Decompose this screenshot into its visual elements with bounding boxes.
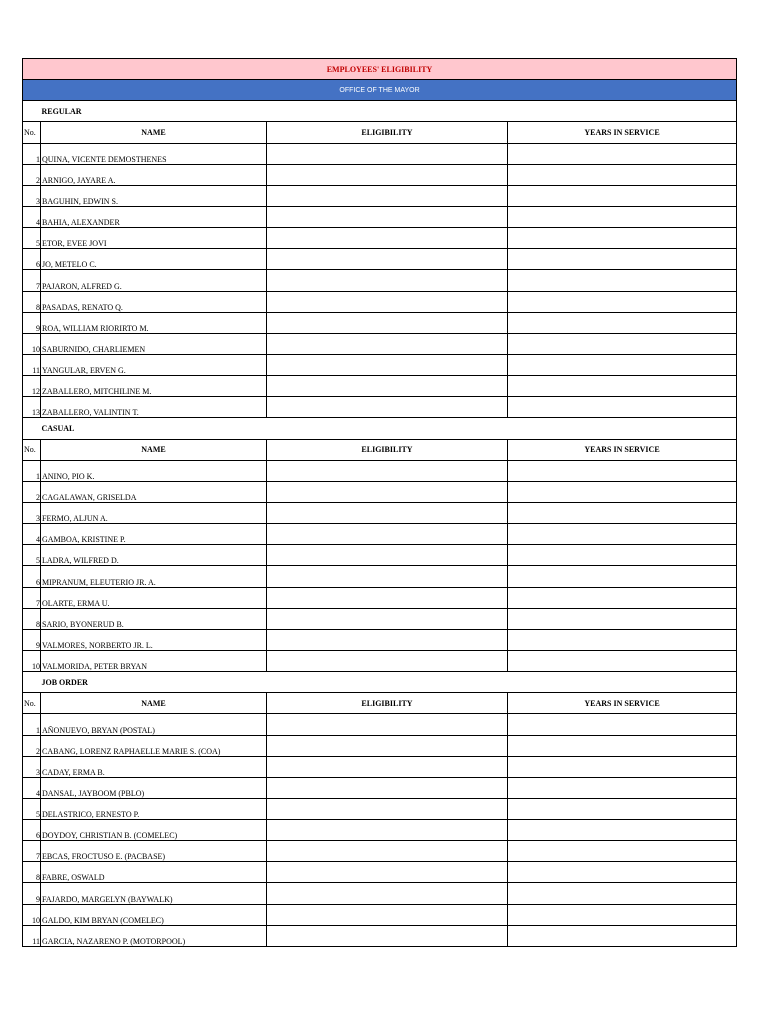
row-number[interactable]: 3 bbox=[23, 185, 41, 206]
row-number[interactable]: 5 bbox=[23, 545, 41, 566]
employee-name[interactable]: JO, METELO C. bbox=[41, 249, 267, 270]
employee-name[interactable]: MIPRANUM, ELEUTERIO JR. A. bbox=[41, 566, 267, 587]
header-name[interactable]: NAME bbox=[41, 439, 267, 460]
employee-name[interactable]: CAGALAWAN, GRISELDA bbox=[41, 481, 267, 502]
table-row bbox=[23, 460, 737, 481]
table-row bbox=[23, 841, 737, 862]
eligibility-cell[interactable] bbox=[267, 650, 508, 671]
row-number[interactable]: 9 bbox=[23, 312, 41, 333]
row-number[interactable]: 8 bbox=[23, 862, 41, 883]
years-in-service-cell[interactable] bbox=[508, 143, 737, 164]
employee-name[interactable]: FAJARDO, MARGELYN (BAYWALK) bbox=[41, 883, 267, 904]
table-row bbox=[23, 904, 737, 925]
employee-name[interactable]: ETOR, EVEE JOVI bbox=[41, 228, 267, 249]
eligibility-cell[interactable] bbox=[267, 756, 508, 777]
table-row bbox=[23, 925, 737, 946]
table-row bbox=[23, 777, 737, 798]
header-years[interactable]: YEARS IN SERVICE bbox=[508, 693, 737, 714]
employee-name[interactable]: ZABALLERO, MITCHILINE M. bbox=[41, 376, 267, 397]
row-number[interactable]: 1 bbox=[23, 714, 41, 735]
table-row bbox=[23, 333, 737, 354]
row-number[interactable]: 3 bbox=[23, 502, 41, 523]
employee-name[interactable]: GAMBOA, KRISTINE P. bbox=[41, 524, 267, 545]
row-number[interactable]: 9 bbox=[23, 629, 41, 650]
row-number[interactable]: 13 bbox=[23, 397, 41, 418]
eligibility-cell[interactable] bbox=[267, 883, 508, 904]
employee-name[interactable]: YANGULAR, ERVEN G. bbox=[41, 354, 267, 375]
section-label[interactable]: CASUAL bbox=[41, 418, 737, 439]
table-row bbox=[23, 735, 737, 756]
eligibility-cell[interactable] bbox=[267, 143, 508, 164]
employee-name[interactable]: SABURNIDO, CHARLIEMEN bbox=[41, 333, 267, 354]
header-years[interactable]: YEARS IN SERVICE bbox=[508, 439, 737, 460]
eligibility-cell[interactable] bbox=[267, 185, 508, 206]
table-row bbox=[23, 249, 737, 270]
table-row bbox=[23, 185, 737, 206]
row-number[interactable]: 2 bbox=[23, 735, 41, 756]
table-row bbox=[23, 862, 737, 883]
eligibility-cell[interactable] bbox=[267, 566, 508, 587]
table-row bbox=[23, 650, 737, 671]
years-in-service-cell[interactable] bbox=[508, 270, 737, 291]
employee-name[interactable]: ANINO, PIO K. bbox=[41, 460, 267, 481]
table-row bbox=[23, 143, 737, 164]
years-in-service-cell[interactable] bbox=[508, 185, 737, 206]
employee-name[interactable]: BAHIA, ALEXANDER bbox=[41, 206, 267, 227]
employee-name[interactable]: FERMO, ALJUN A. bbox=[41, 502, 267, 523]
row-number[interactable]: 4 bbox=[23, 777, 41, 798]
row-number[interactable]: 1 bbox=[23, 143, 41, 164]
years-in-service-cell[interactable] bbox=[508, 756, 737, 777]
years-in-service-cell[interactable] bbox=[508, 460, 737, 481]
years-in-service-cell[interactable] bbox=[508, 164, 737, 185]
row-number[interactable]: 2 bbox=[23, 481, 41, 502]
years-in-service-cell[interactable] bbox=[508, 883, 737, 904]
row-number[interactable]: 10 bbox=[23, 650, 41, 671]
row-number[interactable]: 4 bbox=[23, 524, 41, 545]
employee-name[interactable]: ARNIGO, JAYARE A. bbox=[41, 164, 267, 185]
years-in-service-cell[interactable] bbox=[508, 798, 737, 819]
employee-name[interactable]: FABRE, OSWALD bbox=[41, 862, 267, 883]
office-row bbox=[23, 80, 737, 101]
header-no[interactable]: No. bbox=[23, 693, 41, 714]
eligibility-cell[interactable] bbox=[267, 925, 508, 946]
header-name[interactable]: NAME bbox=[41, 122, 267, 143]
employee-name[interactable]: EBCAS, FROCTUSO E. (PACBASE) bbox=[41, 841, 267, 862]
eligibility-sheet bbox=[22, 58, 737, 947]
table-row bbox=[23, 587, 737, 608]
table-row bbox=[23, 312, 737, 333]
row-number[interactable]: 2 bbox=[23, 164, 41, 185]
sheet-body bbox=[23, 59, 737, 947]
table-row bbox=[23, 228, 737, 249]
row-number[interactable]: 11 bbox=[23, 354, 41, 375]
row-number[interactable]: 7 bbox=[23, 841, 41, 862]
table-row bbox=[23, 545, 737, 566]
row-number[interactable]: 12 bbox=[23, 376, 41, 397]
eligibility-cell[interactable] bbox=[267, 249, 508, 270]
table-row bbox=[23, 714, 737, 735]
table-row bbox=[23, 756, 737, 777]
row-number[interactable]: 4 bbox=[23, 206, 41, 227]
eligibility-cell[interactable] bbox=[267, 904, 508, 925]
employee-name[interactable]: DOYDOY, CHRISTIAN B. (COMELEC) bbox=[41, 820, 267, 841]
table-row bbox=[23, 291, 737, 312]
years-in-service-cell[interactable] bbox=[508, 714, 737, 735]
table-row bbox=[23, 820, 737, 841]
employee-name[interactable]: GARCIA, NAZARENO P. (MOTORPOOL) bbox=[41, 925, 267, 946]
eligibility-cell[interactable] bbox=[267, 354, 508, 375]
employee-name[interactable]: LADRA, WILFRED D. bbox=[41, 545, 267, 566]
years-in-service-cell[interactable] bbox=[508, 312, 737, 333]
section-label[interactable]: JOB ORDER bbox=[41, 672, 737, 693]
years-in-service-cell[interactable] bbox=[508, 291, 737, 312]
employee-name[interactable]: ROA, WILLIAM RIORIRTO M. bbox=[41, 312, 267, 333]
header-no[interactable]: No. bbox=[23, 122, 41, 143]
row-number[interactable]: 9 bbox=[23, 883, 41, 904]
column-header-row bbox=[23, 439, 737, 460]
employee-name[interactable]: PASADAS, RENATO Q. bbox=[41, 291, 267, 312]
years-in-service-cell[interactable] bbox=[508, 925, 737, 946]
employee-name[interactable]: OLARTE, ERMA U. bbox=[41, 587, 267, 608]
table-row bbox=[23, 397, 737, 418]
eligibility-cell[interactable] bbox=[267, 397, 508, 418]
header-no[interactable]: No. bbox=[23, 439, 41, 460]
table-row bbox=[23, 206, 737, 227]
table-row bbox=[23, 376, 737, 397]
employee-name[interactable]: CADAY, ERMA B. bbox=[41, 756, 267, 777]
section-row bbox=[23, 101, 737, 122]
eligibility-cell[interactable] bbox=[267, 735, 508, 756]
table-row bbox=[23, 481, 737, 502]
years-in-service-cell[interactable] bbox=[508, 777, 737, 798]
eligibility-cell[interactable] bbox=[267, 629, 508, 650]
row-number[interactable]: 5 bbox=[23, 228, 41, 249]
years-in-service-cell[interactable] bbox=[508, 862, 737, 883]
eligibility-cell[interactable] bbox=[267, 841, 508, 862]
section-spacer bbox=[23, 101, 41, 122]
table-row bbox=[23, 270, 737, 291]
row-number[interactable]: 5 bbox=[23, 798, 41, 819]
employee-name[interactable]: ZABALLERO, VALINTIN T. bbox=[41, 397, 267, 418]
table-row bbox=[23, 502, 737, 523]
years-in-service-cell[interactable] bbox=[508, 566, 737, 587]
row-number[interactable]: 10 bbox=[23, 904, 41, 925]
eligibility-cell[interactable] bbox=[267, 164, 508, 185]
eligibility-cell[interactable] bbox=[267, 820, 508, 841]
employee-name[interactable]: VALMORIDA, PETER BRYAN bbox=[41, 650, 267, 671]
years-in-service-cell[interactable] bbox=[508, 545, 737, 566]
column-header-row bbox=[23, 693, 737, 714]
eligibility-cell[interactable] bbox=[267, 270, 508, 291]
row-number[interactable]: 6 bbox=[23, 566, 41, 587]
years-in-service-cell[interactable] bbox=[508, 354, 737, 375]
section-spacer bbox=[23, 418, 41, 439]
employee-name[interactable]: QUINA, VICENTE DEMOSTHENES bbox=[41, 143, 267, 164]
eligibility-cell[interactable] bbox=[267, 291, 508, 312]
employee-name[interactable]: SARIO, BYONERUD B. bbox=[41, 608, 267, 629]
years-in-service-cell[interactable] bbox=[508, 650, 737, 671]
section-spacer bbox=[23, 672, 41, 693]
employee-name[interactable]: DANSAL, JAYBOOM (PBLO) bbox=[41, 777, 267, 798]
row-number[interactable]: 8 bbox=[23, 291, 41, 312]
years-in-service-cell[interactable] bbox=[508, 587, 737, 608]
table-row bbox=[23, 524, 737, 545]
years-in-service-cell[interactable] bbox=[508, 904, 737, 925]
years-in-service-cell[interactable] bbox=[508, 206, 737, 227]
title-row bbox=[23, 59, 737, 80]
header-eligibility[interactable]: ELIGIBILITY bbox=[267, 439, 508, 460]
employee-name[interactable]: GALDO, KIM BRYAN (COMELEC) bbox=[41, 904, 267, 925]
row-number[interactable]: 8 bbox=[23, 608, 41, 629]
employee-name[interactable]: VALMORES, NORBERTO JR. L. bbox=[41, 629, 267, 650]
years-in-service-cell[interactable] bbox=[508, 841, 737, 862]
office-name[interactable]: OFFICE OF THE MAYOR bbox=[23, 80, 737, 101]
eligibility-cell[interactable] bbox=[267, 714, 508, 735]
row-number[interactable]: 11 bbox=[23, 925, 41, 946]
employee-name[interactable]: DELASTRICO, ERNESTO P. bbox=[41, 798, 267, 819]
header-name[interactable]: NAME bbox=[41, 693, 267, 714]
eligibility-cell[interactable] bbox=[267, 333, 508, 354]
column-header-row bbox=[23, 122, 737, 143]
section-label[interactable]: REGULAR bbox=[41, 101, 737, 122]
header-eligibility[interactable]: ELIGIBILITY bbox=[267, 122, 508, 143]
eligibility-cell[interactable] bbox=[267, 312, 508, 333]
eligibility-cell[interactable] bbox=[267, 862, 508, 883]
eligibility-cell[interactable] bbox=[267, 502, 508, 523]
eligibility-cell[interactable] bbox=[267, 460, 508, 481]
header-eligibility[interactable]: ELIGIBILITY bbox=[267, 693, 508, 714]
header-years[interactable]: YEARS IN SERVICE bbox=[508, 122, 737, 143]
eligibility-cell[interactable] bbox=[267, 228, 508, 249]
table-row bbox=[23, 798, 737, 819]
section-row bbox=[23, 672, 737, 693]
employee-name[interactable]: PAJARON, ALFRED G. bbox=[41, 270, 267, 291]
eligibility-cell[interactable] bbox=[267, 481, 508, 502]
eligibility-cell[interactable] bbox=[267, 777, 508, 798]
eligibility-cell[interactable] bbox=[267, 376, 508, 397]
years-in-service-cell[interactable] bbox=[508, 481, 737, 502]
years-in-service-cell[interactable] bbox=[508, 629, 737, 650]
years-in-service-cell[interactable] bbox=[508, 397, 737, 418]
table-row bbox=[23, 164, 737, 185]
years-in-service-cell[interactable] bbox=[508, 376, 737, 397]
eligibility-cell[interactable] bbox=[267, 545, 508, 566]
row-number[interactable]: 1 bbox=[23, 460, 41, 481]
eligibility-cell[interactable] bbox=[267, 587, 508, 608]
years-in-service-cell[interactable] bbox=[508, 502, 737, 523]
row-number[interactable]: 3 bbox=[23, 756, 41, 777]
section-row bbox=[23, 418, 737, 439]
row-number[interactable]: 7 bbox=[23, 270, 41, 291]
row-number[interactable]: 7 bbox=[23, 587, 41, 608]
row-number[interactable]: 10 bbox=[23, 333, 41, 354]
table-row bbox=[23, 354, 737, 375]
years-in-service-cell[interactable] bbox=[508, 524, 737, 545]
eligibility-cell[interactable] bbox=[267, 798, 508, 819]
eligibility-cell[interactable] bbox=[267, 524, 508, 545]
sheet-title[interactable]: EMPLOYEES' ELIGIBILITY bbox=[23, 59, 737, 80]
row-number[interactable]: 6 bbox=[23, 820, 41, 841]
employee-name[interactable]: AÑONUEVO, BRYAN (POSTAL) bbox=[41, 714, 267, 735]
table-row bbox=[23, 566, 737, 587]
years-in-service-cell[interactable] bbox=[508, 820, 737, 841]
row-number[interactable]: 6 bbox=[23, 249, 41, 270]
years-in-service-cell[interactable] bbox=[508, 333, 737, 354]
eligibility-cell[interactable] bbox=[267, 608, 508, 629]
table-row bbox=[23, 883, 737, 904]
years-in-service-cell[interactable] bbox=[508, 735, 737, 756]
table-row bbox=[23, 629, 737, 650]
years-in-service-cell[interactable] bbox=[508, 249, 737, 270]
table-row bbox=[23, 608, 737, 629]
years-in-service-cell[interactable] bbox=[508, 228, 737, 249]
employee-name[interactable]: BAGUHIN, EDWIN S. bbox=[41, 185, 267, 206]
employee-name[interactable]: CABANG, LORENZ RAPHAELLE MARIE S. (COA) bbox=[41, 735, 267, 756]
years-in-service-cell[interactable] bbox=[508, 608, 737, 629]
eligibility-cell[interactable] bbox=[267, 206, 508, 227]
